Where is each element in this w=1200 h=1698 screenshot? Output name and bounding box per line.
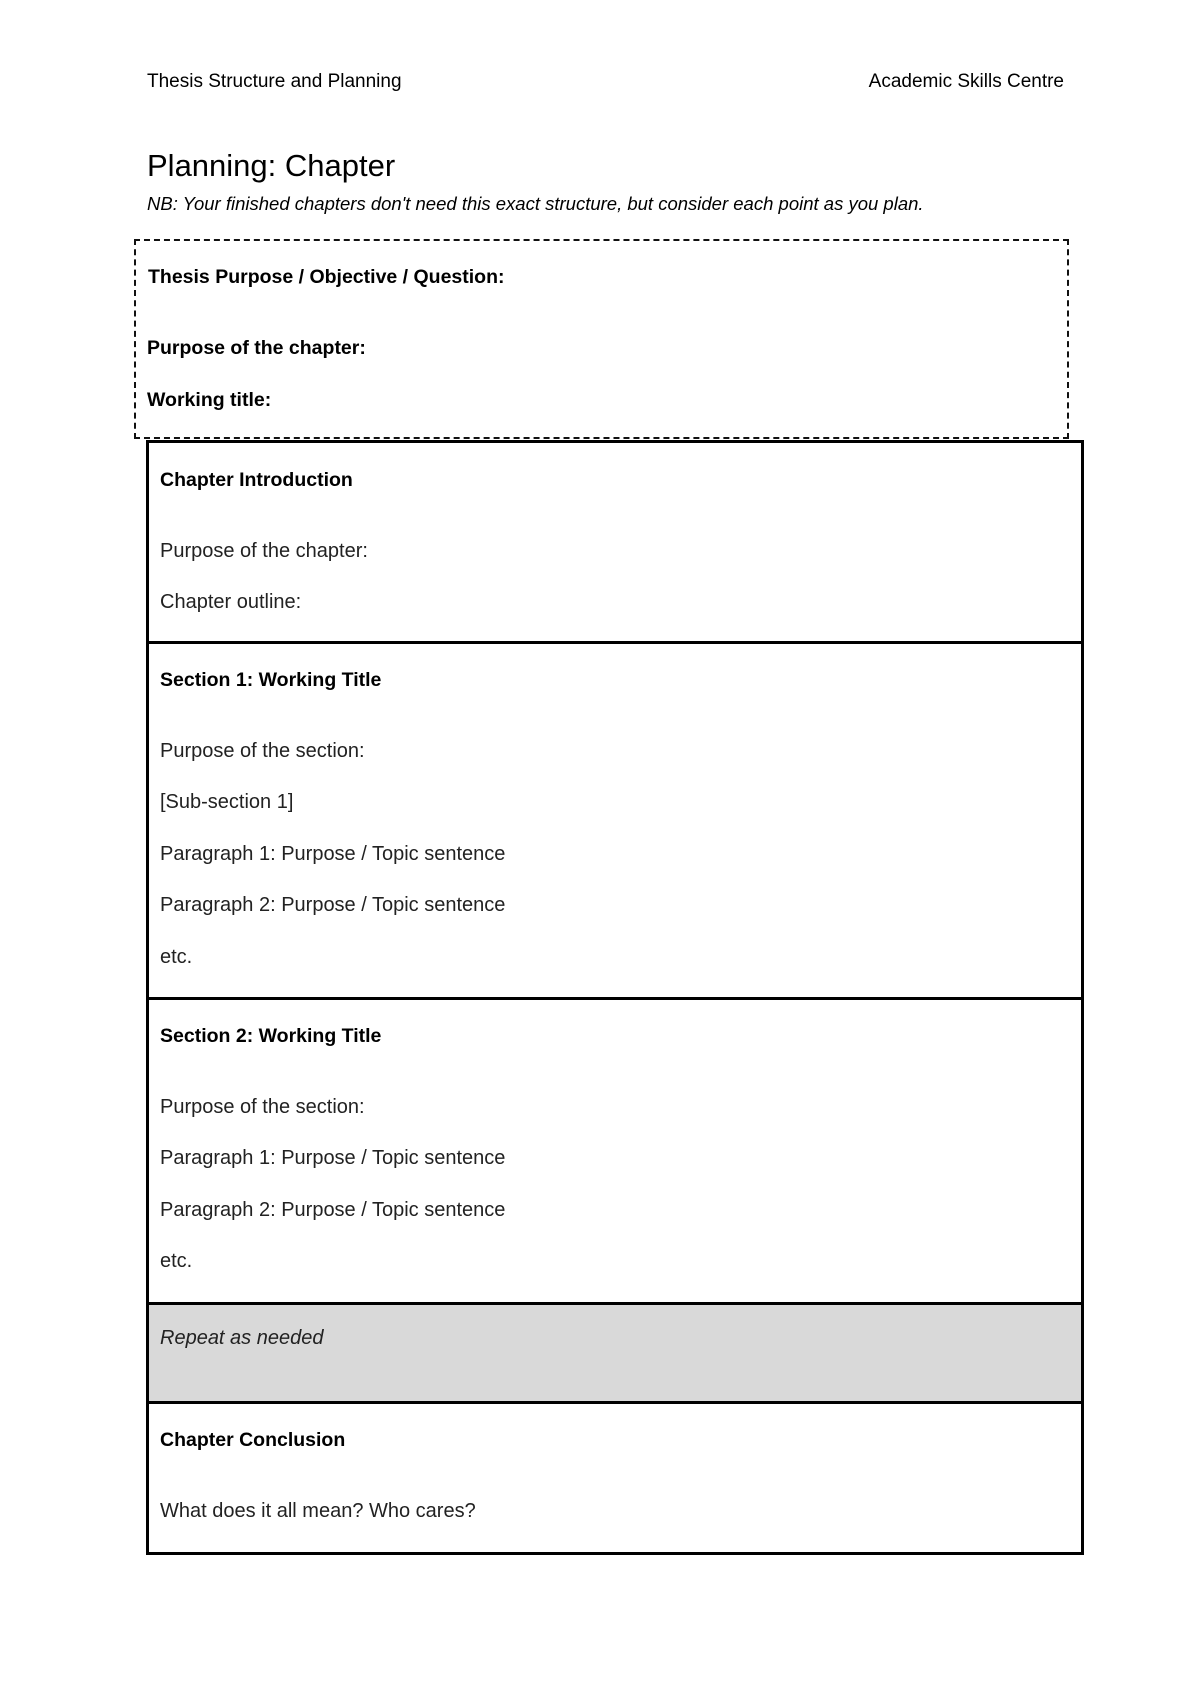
repeat-as-needed-text: Repeat as needed (160, 1327, 324, 1349)
repeat-as-needed-cell (149, 1305, 1081, 1404)
section-2-line: etc. (160, 1250, 193, 1272)
section-1-line: [Sub-section 1] (160, 791, 294, 813)
section-1-line: Paragraph 1: Purpose / Topic sentence (160, 843, 506, 865)
chapter-purpose-label: Purpose of the chapter: (147, 337, 366, 359)
overview-box (134, 239, 1069, 439)
intro-line: Purpose of the chapter: (160, 540, 368, 562)
page-subtitle-note: NB: Your finished chapters don't need this exact structure, but consider each point as you plan. (147, 193, 924, 214)
chapter-introduction-cell (149, 443, 1081, 644)
section-1-line: Paragraph 2: Purpose / Topic sentence (160, 894, 506, 916)
header-document-title: Thesis Structure and Planning (147, 71, 402, 92)
section-1-line: etc. (160, 946, 193, 968)
section-2-line: Paragraph 1: Purpose / Topic sentence (160, 1147, 506, 1169)
chapter-plan-table (146, 440, 1084, 1555)
page-title: Planning: Chapter (147, 148, 396, 183)
chapter-conclusion-cell (149, 1404, 1081, 1552)
section-2-cell (149, 1000, 1081, 1305)
chapter-conclusion-heading: Chapter Conclusion (160, 1429, 346, 1451)
section-1-line: Purpose of the section: (160, 740, 365, 762)
header-organization: Academic Skills Centre (868, 71, 1064, 92)
section-2-heading: Section 2: Working Title (160, 1025, 382, 1047)
chapter-introduction-heading: Chapter Introduction (160, 469, 353, 491)
section-1-heading: Section 1: Working Title (160, 669, 382, 691)
section-1-cell (149, 644, 1081, 1000)
section-2-line: Purpose of the section: (160, 1096, 365, 1118)
intro-line: Chapter outline: (160, 591, 302, 613)
conclusion-line: What does it all mean? Who cares? (160, 1500, 476, 1522)
thesis-purpose-label: Thesis Purpose / Objective / Question: (148, 266, 505, 288)
section-2-line: Paragraph 2: Purpose / Topic sentence (160, 1199, 506, 1221)
working-title-label: Working title: (147, 389, 272, 411)
